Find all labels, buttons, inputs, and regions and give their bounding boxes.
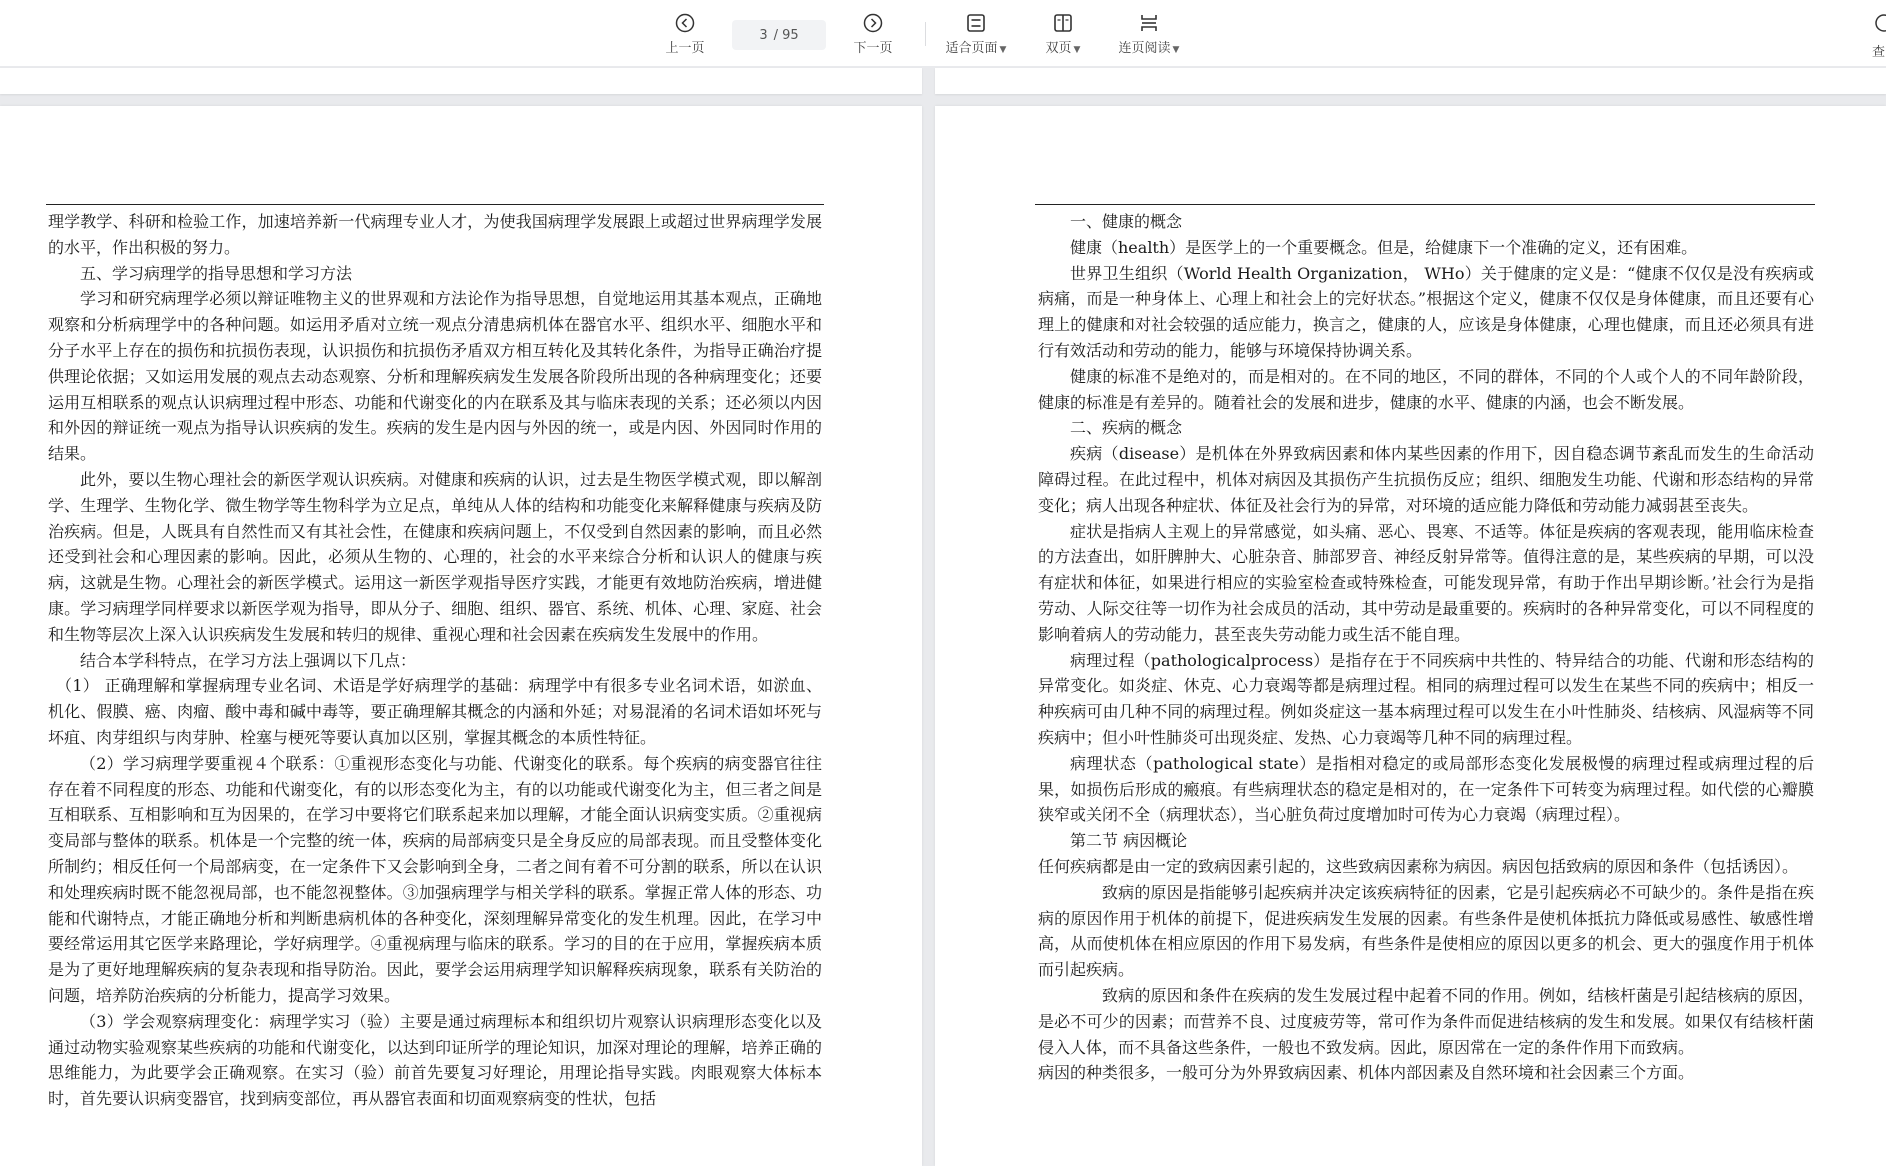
chevron-down-icon: ▼: [1172, 45, 1180, 55]
paragraph: （1） 正确理解和掌握病理专业名词、术语是学好病理学的基础：病理学中有很多专业名词术语，如淤血、机化、假膜、癌、肉瘤、酸中毒和碱中毒等，要正确理解其概念的内涵和外延；对易混淆的名词术语如坏死与坏疽、肉芽组织与肉芽肿、栓塞与梗死等要认真加以区别，掌握其概念的本质性特征。: [48, 676, 822, 747]
double-page-icon: [1053, 12, 1073, 34]
page-separator: /: [773, 27, 779, 43]
paragraph: 此外，要以生物心理社会的新医学观认识疾病。对健康和疾病的认识，过去是生物医学模式观，即以解剖学、生理学、生物化学、微生物学等生物科学为立足点，单纯从人体的结构和功能变化来解释健康与疾病及防治疾病。但是，人既具有自然性而又有其社会性，在健康和疾病问题上，不仅受到自然因素的影响，而且必然还受到社会和心理因素的影响。因此，必须从生物的、心理的，社会的水平来综合分析和认识人的健康与疾病，这就是生物。心理社会的新医学模式。运用这一新医学观指导医疗实践，才能更有效地防治疾病，增进健康。学习病理学同样要求以新医学观为指导，即从分子、细胞、组织、器官、系统、机体、心理、家庭、社会和生物等层次上深入认识疾病发生发展和转归的规律、重视心理和社会因素在疾病发生发展中的作用。: [48, 469, 822, 644]
paragraph: 症状是指病人主观上的异常感觉，如头痛、恶心、畏寒、不适等。体征是疾病的客观表现，能用临床检查的方法查出，如肝脾肿大、心脏杂音、肺部罗音、神经反射异常等。值得注意的是，某些疾病的早期，可以没有症状和体征，如果进行相应的实验室检查或特殊检查，可能发现异常，有助于作出早期诊断。’社会行为是指劳动、人际交往等一切作为社会成员的活动，其中劳动是最重要的。疾病时的各种异常变化，可以不同程度的影响着病人的劳动能力，甚至丧失劳动能力或生活不能自理。: [1038, 521, 1814, 644]
fit-page-dropdown[interactable]: [939, 12, 1013, 58]
section-heading: 第二节 病因概论: [1070, 831, 1188, 851]
prev-page-label: 上一页: [665, 41, 705, 56]
section-heading: 一、健康的概念: [1070, 212, 1183, 231]
paragraph: 病因的种类很多，一般可分为外界致病因素、机体内部因素及自然环境和社会因素三个方面。: [1038, 1063, 1695, 1083]
chevron-left-circle-icon: [675, 12, 695, 34]
cut-off-label: 查: [1872, 45, 1886, 58]
chevron-right-circle-icon: [863, 12, 883, 34]
fit-page-icon: [966, 12, 986, 34]
cut-off-toolbar-button[interactable]: [1872, 12, 1886, 58]
paragraph: 健康的标准不是绝对的，而是相对的。在不同的地区，不同的群体，不同的个人或个人的不同年龄阶段，健康的标准是有差异的。随着社会的发展和进步，健康的水平、健康的内涵，也会不断发展。: [1038, 366, 1814, 412]
next-page-button[interactable]: [850, 12, 896, 58]
chevron-down-icon: ▼: [999, 45, 1007, 55]
paragraph: 任何疾病都是由一定的致病因素引起的，这些致病因素称为病因。病因包括致病的原因和条件（包括诱因）。: [1038, 856, 1799, 876]
fit-page-label: 适合页面: [945, 41, 998, 56]
continuous-scroll-icon: [1139, 12, 1159, 34]
section-heading: 二、疾病的概念: [1070, 418, 1183, 438]
next-page-label: 下一页: [853, 41, 893, 56]
page-indicator[interactable]: [732, 20, 826, 50]
continuous-reading-dropdown[interactable]: [1112, 12, 1186, 58]
header-rule: [46, 204, 824, 205]
current-page-number[interactable]: 3: [759, 27, 768, 43]
chevron-down-icon: ▼: [1073, 45, 1081, 55]
paragraph: （2）学习病理学要重视４个联系：①重视形态变化与功能、代谢变化的联系。每个疾病的病变器官往往存在着不同程度的形态、功能和代谢变化，有的以形态变化为主，有的以功能或代谢变化为主，但三者之间是互相联系、互相影响和互为因果的，在学习中要将它们联系起来加以理解，才能全面认识病变实质。②重视病变局部与整体的联系。机体是一个完整的统一体，疾病的局部病变只是全身反应的局部表现。而且受整体变化所制约；相反任何一个局部病变，在一定条件下又会影响到全身，二者之间有着不可分割的联系，所以在认识和处理疾病时既不能忽视局部，也不能忽视整体。③加强病理学与相关学科的联系。掌握正常人体的形态、功能和代谢特点，才能正确地分析和判断患病机体的各种变化，深刻理解异常变化的发生机理。因此，在学习中要经常运用其它医学来路理论，学好病理学。④重视病理与临床的联系。学习的目的在于应用，掌握疾病本质是为了更好地理解疾病的复杂表现和指导防治。因此，要学会运用病理学知识解释疾病现象，联系有关防治的问题，培养防治疾病的分析能力，提高学习效果。: [48, 753, 822, 1005]
paragraph: 学习和研究病理学必须以辩证唯物主义的世界观和方法论作为指导思想，自觉地运用其基本观点，正确地观察和分析病理学中的各种问题。如运用矛盾对立统一观点分清患病机体在器官水平、组织水平、细胞水平和分子水平上存在的损伤和抗损伤表现，认识损伤和抗损伤矛盾双方相互转化及其转化条件，为指导正确治疗提供理论依据；又如运用发展的观点去动态观察、分析和理解疾病发生发展各阶段所出现的各种病理变化；还要运用互相联系的观点认识病理过程中形态、功能和代谢变化的内在联系及其与临床表现的关系；还必须以内因和外因的辩证统一观点为指导认识疾病的发生。疾病的发生是内因与外因的统一，或是内因、外因同时作用的结果。: [48, 289, 822, 464]
paragraph: 世界卫生组织（World Health Organization， WHo）关于健康的定义是：“健康不仅仅是没有疾病或病痛，而是一种身体上、心理上和社会上的完好状态。”根据这个定义，健康不仅仅是身体健康，而且还要有心理上的健康和对社会较强的适应能力，换言之，健康的人，应该是身体健康，心理也健康，而且还必须具有进行有效活动和劳动的能力，能够与环境保持协调关系。: [1038, 263, 1814, 360]
right-page-text: [1038, 209, 1814, 1086]
partial-icon: [1872, 12, 1886, 38]
reader-toolbar: [0, 0, 1886, 66]
double-page-dropdown[interactable]: [1040, 12, 1086, 58]
paragraph: 致病的原因是指能够引起疾病并决定该疾病特征的因素，它是引起疾病必不可缺少的。条件是指在疾病的原因作用于机体的前提下，促进疾病发生发展的因素。有些条件是使机体抵抗力降低或易感性、敏感性增高，从而使机体在相应原因的作用下易发病，有些条件是使相应的原因以更多的机会、更大的强度作用于机体而引起疾病。: [1038, 882, 1814, 980]
total-pages: 95: [782, 27, 799, 43]
paragraph: （3）学会观察病理变化：病理学实习（验）主要是通过病理标本和组织切片观察认识病理形态变化以及通过动物实验观察某些疾病的功能和代谢变化，以达到印证所学的理论知识，加深对理论的理解，培养正确的思维能力，为此要学会正确观察。在实习（验）前首先要复习好理论，用理论指导实践。肉眼观察大体标本时，首先要认识病变器官，找到病变部位，再从器官表面和切面观察病变的性状，包括: [48, 1011, 822, 1109]
previous-page-bottom-left: [0, 68, 922, 94]
header-rule: [1035, 204, 1815, 205]
paragraph: 理学教学、科研和检验工作，加速培养新一代病理专业人才，为使我国病理学发展跟上或超过世界病理学发展的水平，作出积极的努力。: [48, 212, 822, 257]
paragraph: 病理状态（pathological state）是指相对稳定的或局部形态变化发展极慢的病理过程或病理过程的后果，如损伤后形成的瘢痕。有些病理状态的稳定是相对的，在一定条件下可转变为病理过程。如代偿的心瓣膜狭窄或关闭不全（病理状态），当心脏负荷过度增加时可传为心力衰竭（病理过程）。: [1038, 753, 1814, 825]
section-heading: 五、学习病理学的指导思想和学习方法: [80, 263, 353, 283]
paragraph: 致病的原因和条件在疾病的发生发展过程中起着不同的作用。例如，结核杆菌是引起结核病的原因，是必不可少的因素；而营养不良、过度疲劳等，常可作为条件而促进结核病的发生和发展。如果仅有结核杆菌侵入人体，而不具备这些条件，一般也不致发病。因此，原因常在一定的条件作用下而致病。: [1038, 985, 1814, 1057]
paragraph: 结合本学科特点，在学习方法上强调以下几点：: [80, 650, 417, 670]
toolbar-divider: [925, 22, 926, 46]
left-page-text: [48, 209, 822, 1112]
document-page-right: [935, 106, 1886, 1166]
continuous-reading-label: 连页阅读: [1118, 41, 1171, 56]
paragraph: 疾病（disease）是机体在外界致病因素和体内某些因素的作用下，因自稳态调节紊乱而发生的生命活动障碍过程。在此过程中，机体对病因及其损伤产生抗损伤反应；组织、细胞发生功能、代谢和形态结构的异常变化；病人出现各种症状、体征及社会行为的异常，对环境的适应能力降低和劳动能力减弱甚至丧失。: [1038, 444, 1814, 515]
prev-page-button[interactable]: [662, 12, 708, 58]
paragraph: 健康（health）是医学上的一个重要概念。但是，给健康下一个准确的定义，还有困难。: [1070, 237, 1698, 257]
double-page-label: 双页: [1045, 41, 1072, 56]
paragraph: 病理过程（pathologicalprocess）是指存在于不同疾病中共性的、特异结合的功能、代谢和形态结构的异常变化。如炎症、休克、心力衰竭等都是病理过程。相同的病理过程可以发生在某些不同的疾病中；相反一种疾病可由几种不同的病理过程。例如炎症这一基本病理过程可以发生在小叶性肺炎、结核病、风湿病等不同疾病中；但小叶性肺炎可出现炎症、发热、心力衰竭等几种不同的病理过程。: [1038, 650, 1814, 747]
previous-page-bottom-right: [935, 68, 1886, 94]
document-page-left: [0, 106, 922, 1166]
